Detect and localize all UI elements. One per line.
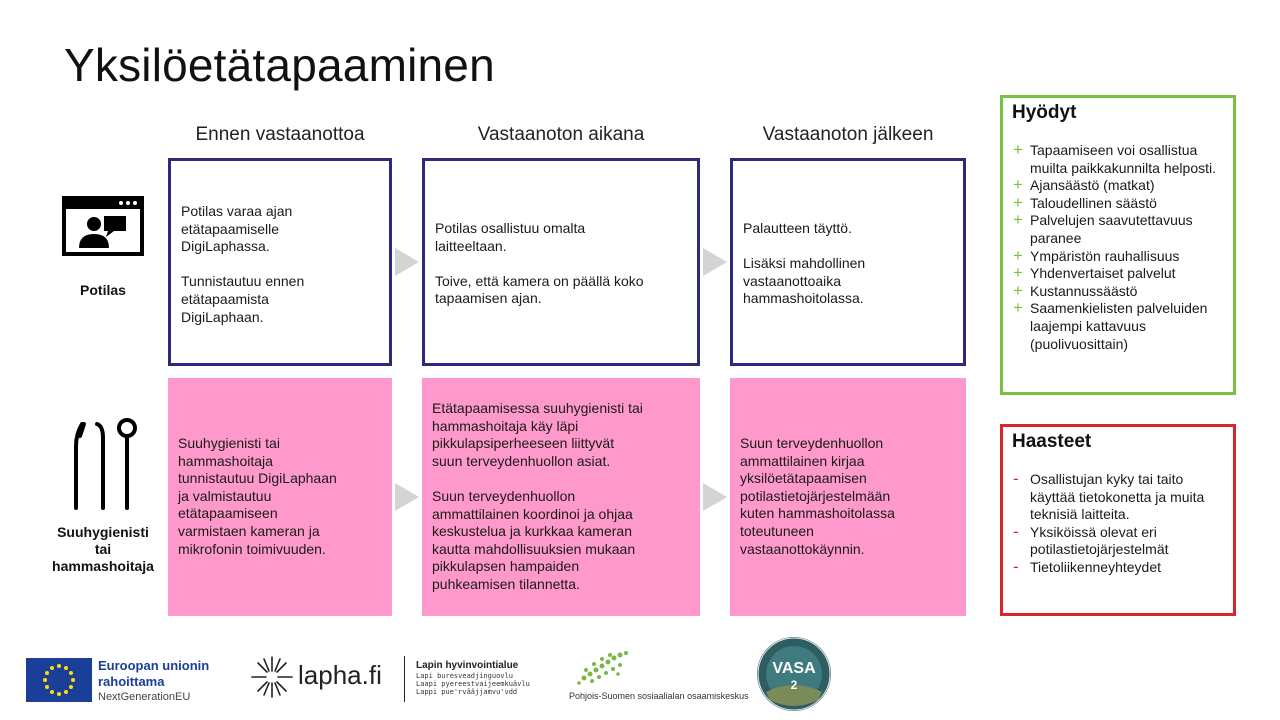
arrow-right-icon [703,248,727,276]
column-heading-after: Vastaanoton jälkeen [762,124,934,145]
arrow-right-icon [395,248,419,276]
hygienist-after-text: Suun terveydenhuollon ammattilainen kirjaa yksilöetätapaamisen potilastietojärjestelmään kuten hammashoitolassa toteutuneen vastaanottokäynnin. [740,435,895,557]
row-label-hygienist: Suuhygienisti tai hammashoitaja [52,524,154,574]
patient-before-box [168,158,392,366]
patient-before-text: Potilas varaa ajan etätapaamiselle DigiLaphassa. Tunnistautuu ennen etätapaamista DigiLaphaan. [181,203,305,325]
challenges-item: - Tietoliikenneyhteydet [1013,556,1162,576]
benefits-item: + Ympäristön rauhallisuus [1013,245,1180,265]
eu-funding-text: Euroopan unionin rahoittama NextGenerationEU [98,658,210,703]
patient-after-box [730,158,966,366]
arrow-right-icon [395,483,419,511]
benefits-item: + Tapaamiseen voi osallistua muilta paikkakunnilta helposti. [1013,140,1216,176]
vasa-number: 2 [790,678,798,692]
lapha-org-text: Lapin hyvinvointialue Lapi buresveadjinguovlu Laapi pyereestvaijeemkuävlu Lappi pue'rvââjjamvu'vdd [416,660,530,696]
patient-during-box [422,158,700,366]
hygienist-during-text: Etätapaamisessa suuhygienisti tai hammashoitaja käy läpi pikkulapsiperheeseen liittyvät suun terveydenhuollon asiat. Suun terveydenhuollon ammattilainen koordinoi ja ohjaa keskustelua ja kurkkaa kameran kautta mahdollisuuksien mukaan pikkulapsen hampaiden puhkeamisen tilannetta. [432,400,643,592]
eu-flag-icon [26,658,92,702]
benefits-item: + Saamenkielisten palveluiden laajempi kattavuus (puolivuosittain) [1013,298,1208,352]
benefits-item: + Taloudellinen säästö [1013,192,1157,212]
hygienist-after-box [730,378,966,616]
benefits-list [1013,142,1227,353]
challenges-list [1013,471,1227,577]
lapha-name: lapha.fi [298,660,382,690]
patient-during-text: Potilas osallistuu omalta laitteeltaan. Toive, että kamera on päällä koko tapaamisen ajan. [435,220,644,307]
arrow-right-icon [703,483,727,511]
hygienist-before-text: Suuhygienisti tai hammashoitaja tunnistautuu DigiLaphaan ja valmistautuu etätapaamiseen varmistaen kameran ja mikrofonin toimivuuden. [178,435,337,557]
dental-instruments-icon [70,416,140,512]
hygienist-before-box [168,378,392,616]
divider [404,656,405,702]
vasa-name: VASA [772,660,816,677]
challenges-item: - Osallistujan kyky tai taito käyttää tietokonetta ja muita teknisiä laitteita. [1013,469,1205,523]
benefits-item: + Kustannussäästö [1013,280,1138,300]
pohjois-name: Pohjois-Suomen sosiaalialan osaamiskeskus [569,691,749,701]
hygienist-during-box [422,378,700,616]
row-label-patient: Potilas [80,282,126,298]
video-call-screen-icon [62,196,144,256]
leaf-dots-icon [574,648,634,688]
patient-after-text: Palautteen täyttö. Lisäksi mahdollinen vastaanottoaika hammashoitolassa. [743,220,866,307]
benefits-box [1000,95,1236,395]
challenges-title: Haasteet [1012,431,1092,452]
benefits-item: + Palvelujen saavutettavuus paranee [1013,210,1193,246]
page-title: Yksilöetätapaaminen [64,39,495,91]
column-heading-during: Vastaanoton aikana [477,124,645,145]
lapha-sun-icon [250,655,294,699]
benefits-item: + Yhdenvertaiset palvelut [1013,263,1176,283]
challenges-item: - Yksiköissä olevat eri potilastietojärjestelmät [1013,521,1169,558]
column-heading-before: Ennen vastaanottoa [195,124,365,145]
benefits-title: Hyödyt [1012,102,1077,123]
benefits-item: + Ajansäästö (matkat) [1013,175,1155,195]
challenges-box [1000,424,1236,616]
